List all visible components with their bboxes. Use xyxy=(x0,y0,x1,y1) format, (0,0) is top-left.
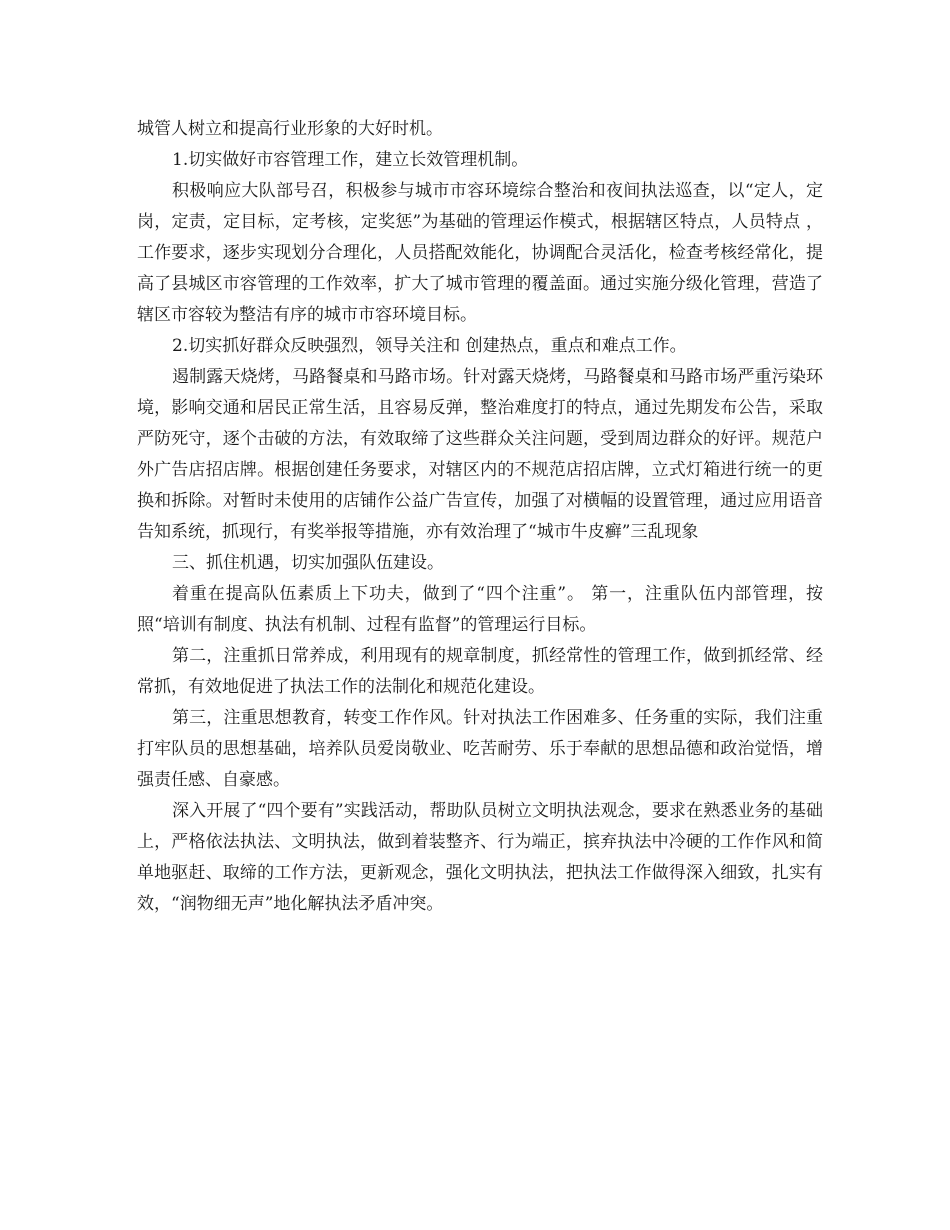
heading-section-1: 1.切实做好市容管理工作，建立长效管理机制。 xyxy=(172,150,529,170)
heading-section-3: 三、抓住机遇，切实加强队伍建设。 xyxy=(172,553,444,573)
paragraph-hotspot-work: 遏制露天烧烤，马路餐桌和马路市场。针对露天烧烤，马路餐桌和马路市场严重污染环境，影响交通和居民正常生活，且容易反弹，整治难度打的特点，通过先期发布公告，采取严防死守，逐个击破的方法，有效取缔了这些群众关注问题，受到周边群众的好评。规范户外广告店招店牌。根据创建任务要求，对辖区内的不规范店招店牌，立式灯箱进行统一的更换和拆除。对暂时未使用的店铺作公益广告宣传，加强了对横幅的设置管理，通过应用语音告知系统，抓现行，有奖举报等措施，亦有效治理了“城市牛皮癣”三乱现象 xyxy=(137,367,823,542)
paragraph-team-second: 第二，注重抓日常养成，利用现有的规章制度，抓经常性的管理工作，做到抓经常、经常抓，有效地促进了执法工作的法制化和规范化建设。 xyxy=(137,646,823,697)
document-body xyxy=(137,114,823,920)
paragraph-practice-activity: 深入开展了“四个要有”实践活动，帮助队员树立文明执法观念，要求在熟悉业务的基础上，严格依法执法、文明执法，做到着装整齐、行为端正，摈弃执法中冷硬的工作作风和简单地驱赶、取缔的工作方法，更新观念，强化文明执法，把执法工作做得深入细致，扎实有效，“润物细无声”地化解执法矛盾冲突。 xyxy=(137,801,823,914)
paragraph-team-first: 着重在提高队伍素质上下功夫，做到了“四个注重”。 第一，注重队伍内部管理，按照“培训有制度、执法有机制、过程有监督”的管理运行目标。 xyxy=(137,584,823,635)
heading-section-2: 2.切实抓好群众反映强烈，领导关注和 创建热点，重点和难点工作。 xyxy=(172,336,687,356)
paragraph-team-third: 第三，注重思想教育，转变工作作风。针对执法工作困难多、任务重的实际，我们注重打牢队员的思想基础，培养队员爱岗敬业、吃苦耐劳、乐于奉献的思想品德和政治觉悟，增强责任感、自豪感。 xyxy=(137,708,823,790)
paragraph-market-management: 积极响应大队部号召，积极参与城市市容环境综合整治和夜间执法巡查，以“定人，定岗，定责，定目标，定考核，定奖惩”为基础的管理运作模式，根据辖区特点，人员特点 ，工作要求，逐步实现划分合理化，人员搭配效能化，协调配合灵活化，检查考核经常化，提高了县城区市容管理的工作效率，扩大了城市管理的覆盖面。通过实施分级化管理，营造了辖区市容较为整洁有序的城市市容环境目标。 xyxy=(137,181,823,325)
paragraph-continuation: 城管人树立和提高行业形象的大好时机。 xyxy=(137,119,443,139)
